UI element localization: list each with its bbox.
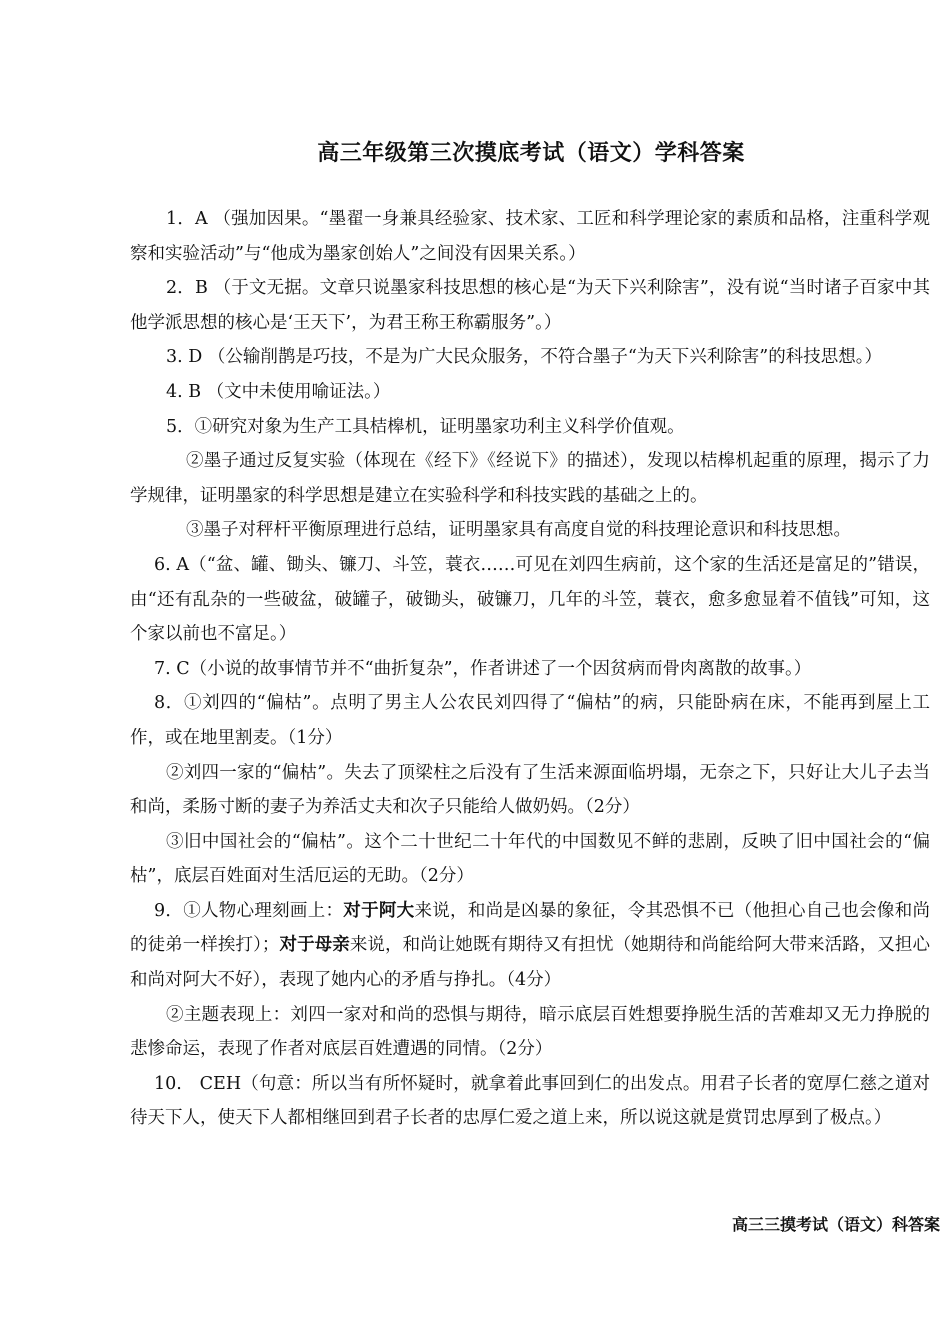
answer-q8-part1: 8．①刘四的“偏枯”。点明了男主人公农民刘四得了“偏枯”的病，只能卧病在床，不能再到屋上工作，或在地里割麦。（1分） — [130, 693, 930, 748]
answer-q9-part2: ②主题表现上：刘四一家对和尚的恐惧与期待，暗示底层百姓想要挣脱生活的苦难却又无力挣脱的悲惨命运，表现了作者对底层百姓遭遇的同情。（2分） — [130, 1004, 930, 1060]
answer-q8-part2: ②刘四一家的“偏枯”。失去了顶梁柱之后没有了生活来源面临坍塌，无奈之下，只好让大儿子去当和尚，柔肠寸断的妻子为养活丈夫和次子只能给人做奶妈。（2分） — [130, 762, 930, 818]
answer-q9-son-text: 来说，和尚是凶暴的象征，令其恐惧不已（他担心自己也会像和尚的徒弟一样挨打）； — [130, 900, 930, 956]
answer-q4: 4. B （文中未使用喻证法。） — [166, 381, 391, 402]
answer-q1: 1．A （强加因果。“墨翟一身兼具经验家、技术家、工匠和科学理论家的素质和品格，注重科学观察和实验活动”与“他成为墨家创始人”之间没有因果关系。） — [130, 209, 930, 264]
answer-q5-part1: 5．①研究对象为生产工具桔槔机，证明墨家功利主义科学价值观。 — [166, 416, 685, 437]
answer-q3: 3. D （公输削鹊是巧技，不是为广大民众服务，不符合墨子“为天下兴利除害”的科技思想。） — [166, 347, 882, 368]
answer-q9-mother-text: 来说，和尚让她既有期待又有担忧（她期待和尚能给阿大带来活路，又担心和尚对阿大不好），表现了她内心的矛盾与挣扎。（4分） — [130, 935, 931, 991]
answer-q5-part2: ②墨子通过反复实验（体现在《经下》《经说下》的描述），发现以桔槔机起重的原理，揭示了力学规律，证明墨家的科学思想是建立在实验科学和科技实践的基础之上的。 — [130, 451, 930, 506]
answer-q9-emphasis-son: 对于阿大 — [343, 900, 415, 921]
answer-q5-part3: ③墨子对秤杆平衡原理进行总结，证明墨家具有高度自觉的科技理论意识和科技思想。 — [186, 520, 851, 541]
answer-q6: 6. A（“盆、罐、锄头、镰刀、斗笠，蓑衣……可见在刘四生病前，这个家的生活还是富足的”错误，由“还有乱杂的一些破盆，破罐子，破锄头，破镰刀，几年的斗笠，蓑衣，愈多愈显着不值钱”可知，这个家以前也不富足。） — [130, 554, 930, 645]
answer-q8-part3: ③旧中国社会的“偏枯”。这个二十世纪二十年代的中国数见不鲜的悲剧，反映了旧中国社会的“偏枯”，底层百姓面对生活厄运的无助。（2分） — [130, 831, 930, 887]
answer-q9-intro: 9．①人物心理刻画上： — [154, 900, 344, 921]
answer-q9-emphasis-mother: 对于母亲 — [279, 935, 350, 956]
page-footer: 高三三摸考试（语文）科答案 — [731, 1215, 940, 1234]
page-title: 高三年级第三次摸底考试（语文）学科答案 — [317, 141, 745, 166]
answer-list — [130, 202, 930, 1136]
answer-q10: 10. CEH（句意：所以当有所怀疑时，就拿着此事回到仁的出发点。用君子长者的宽厚仁慈之道对待天下人，使天下人都相继回到君子长者的忠厚仁爱之道上来，所以说这就是赏罚忠厚到了极点。） — [130, 1073, 930, 1129]
answer-q7: 7. C（小说的故事情节并不“曲折复杂”，作者讲述了一个因贫病而骨肉离散的故事。） — [154, 658, 812, 679]
answer-q2: 2．B （于文无据。文章只说墨家科技思想的核心是“为天下兴利除害”，没有说“当时诸子百家中其他学派思想的核心是‘王天下’，为君王称王称霸服务”。） — [130, 278, 930, 333]
answer-q9-part1 — [130, 894, 930, 998]
